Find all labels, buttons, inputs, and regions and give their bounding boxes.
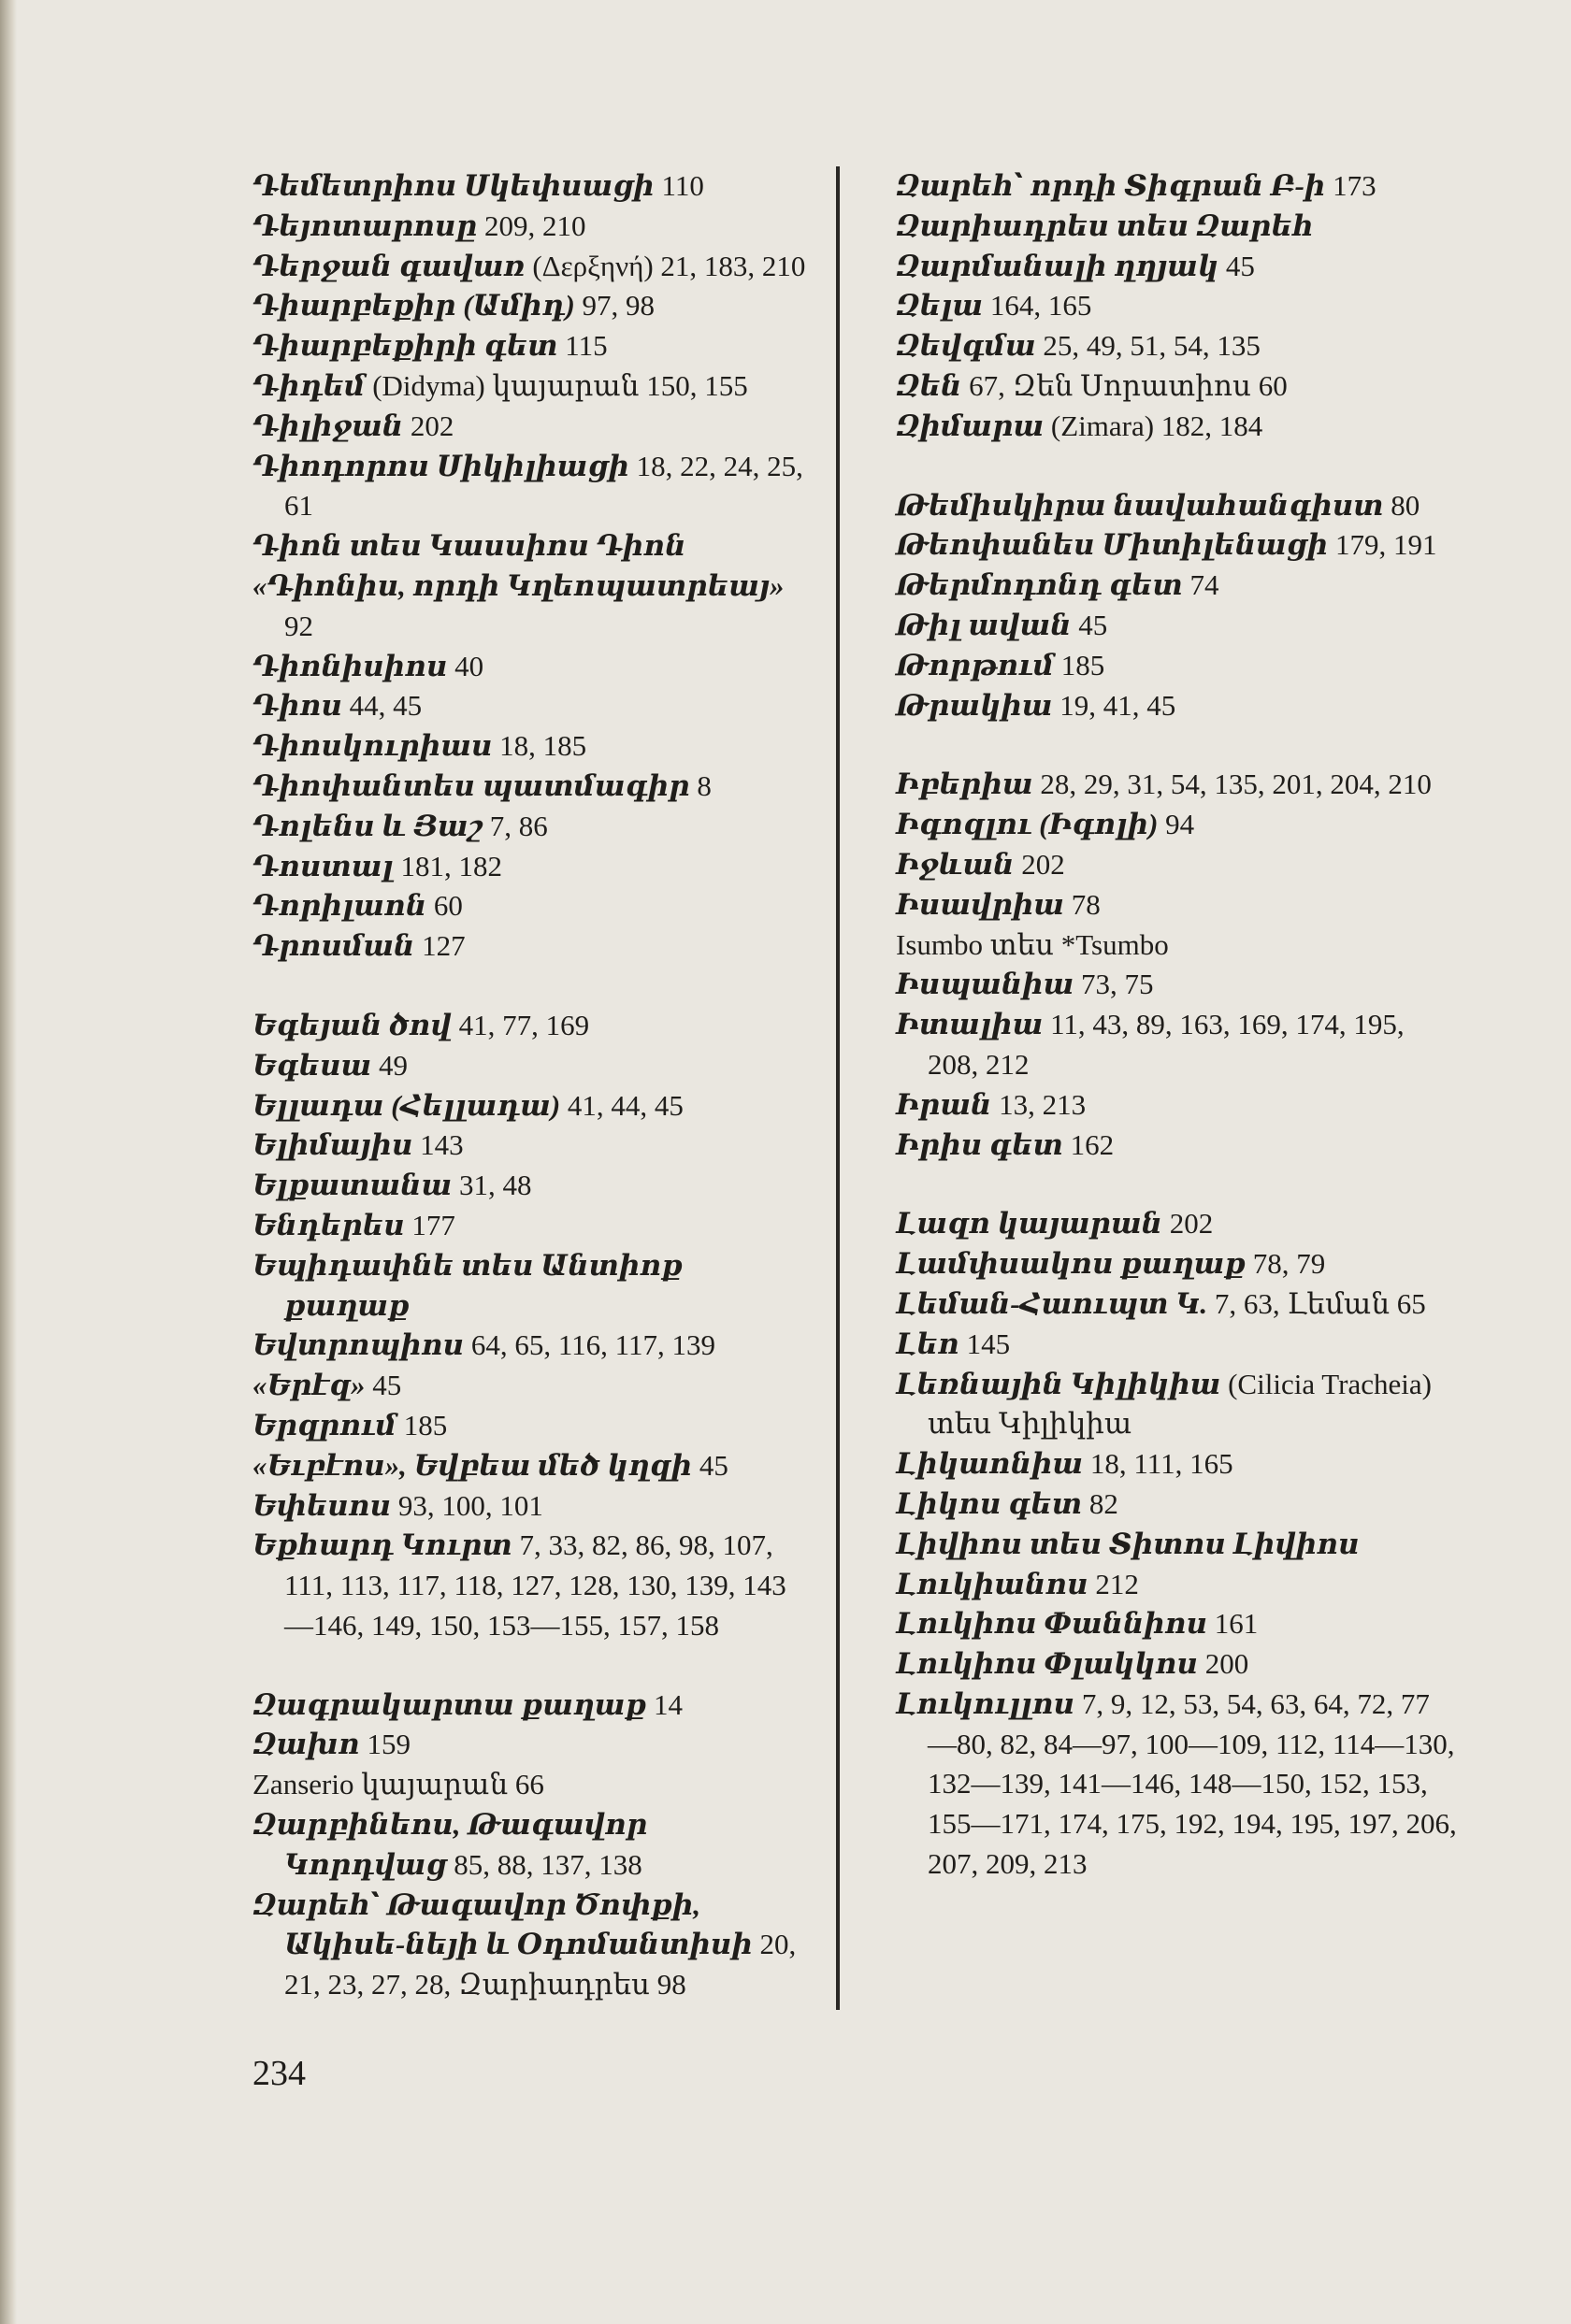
index-entry: [252, 1326, 814, 1366]
index-column-left: [252, 166, 814, 2044]
index-entry: [252, 1725, 814, 1765]
entry-headword: Դիոփանտես պատմագիր: [252, 768, 690, 802]
entry-pages: 143: [420, 1128, 464, 1162]
index-entry: [252, 1046, 814, 1086]
index-entry: [896, 686, 1457, 726]
entry-pages: 13, 213: [999, 1087, 1087, 1121]
entry-pages: 127: [422, 929, 466, 963]
entry-pages: 115: [565, 329, 608, 363]
entry-pages: 80: [1391, 488, 1420, 522]
entry-pages: 200: [1204, 1647, 1249, 1681]
entry-headword: Ելքատանա: [252, 1169, 453, 1202]
entry-headword: Իջևան: [896, 847, 1015, 881]
entry-pages: 7, 33, 82, 86, 98, 107, 111, 113, 117, 118, 127, 128, 130, 139, 143—146, 149, 150, 153—155, 157, 158: [284, 1528, 786, 1642]
entry-headword: Լազո կայարան: [896, 1207, 1162, 1241]
entry-headword: Դիոն տես Կասսիոս Դիոն: [252, 529, 686, 563]
entry-pages: 25, 49, 51, 54, 135: [1043, 329, 1261, 363]
index-entry: [896, 1565, 1457, 1605]
index-entry: [896, 1525, 1457, 1565]
entry-headword: Դեմետրիոս Սկեփսացի: [252, 169, 655, 202]
index-entry: [896, 965, 1457, 1005]
entry-headword: Եգեսա: [252, 1048, 372, 1082]
entry-pages: 28, 29, 31, 54, 135, 201, 204, 210: [1040, 767, 1432, 801]
index-entry: [896, 1005, 1457, 1085]
letter-group: [896, 765, 1457, 1165]
entry-headword: Դիարբեքիրի գետ: [252, 329, 558, 363]
index-entry: [252, 686, 814, 726]
index-entry: [252, 247, 814, 287]
index-entry: [896, 1444, 1457, 1485]
letter-group: [252, 166, 814, 967]
index-entry: [896, 1644, 1457, 1685]
index-entry: [252, 1206, 814, 1246]
entry-headword: «Դիոնիս, որդի Կղեոպատրեայ»: [252, 568, 785, 602]
index-entry: [252, 1166, 814, 1206]
entry-headword: Լիկաոնիա: [896, 1447, 1084, 1481]
entry-headword: Դիլիջան: [252, 409, 404, 442]
entry-pages: 45: [372, 1369, 402, 1402]
entry-headword: Լեռնային Կիլիկիա: [896, 1367, 1221, 1400]
entry-pages: 7, 86: [489, 809, 548, 842]
entry-headword: Եփեսոս: [252, 1488, 392, 1522]
index-entry: [896, 247, 1457, 287]
entry-pages: 212: [1095, 1567, 1139, 1600]
page-edge: [0, 0, 17, 2324]
entry-headword: Դոլենս և Յաշ: [252, 809, 483, 842]
entry-pages: 173: [1333, 169, 1376, 202]
entry-headword: Թիլ ավան: [896, 608, 1072, 641]
index-entry: [896, 366, 1457, 407]
entry-headword: Զիմարա: [896, 409, 1045, 442]
entry-pages: 40: [454, 649, 484, 682]
entry-pages: 209, 210: [483, 208, 586, 242]
index-entry: [252, 1446, 814, 1486]
entry-pages: 202: [1169, 1207, 1214, 1241]
entry-headword: Լեման-Հաուպտ Կ.: [896, 1286, 1208, 1320]
entry-headword: Լուկիոս Փաննիոս: [896, 1607, 1208, 1641]
entry-pages: 78, 79: [1252, 1247, 1326, 1281]
entry-headword: Դիոդորոս Սիկիլիացի: [252, 449, 629, 482]
entry-headword: Թրակիա: [896, 688, 1053, 722]
entry-pages: 67, Զեն Սորատիոս 60: [969, 368, 1288, 402]
entry-pages: 8: [697, 768, 712, 802]
index-entry: [896, 486, 1457, 526]
index-entry: [896, 765, 1457, 805]
index-entry: [896, 1126, 1457, 1166]
index-entry: [252, 166, 814, 207]
entry-pages: 45: [1225, 249, 1255, 282]
entry-headword: Իբերիա: [896, 767, 1033, 801]
entry-pages: 7, 9, 12, 53, 54, 63, 64, 72, 77—80, 82, 84—97, 100—109, 112, 114—130, 132—139, 141—146, 148—150, 152, 153, 155—171, 174, 175, 192, 194, 195, 197, 206, 207, 209, 213: [928, 1686, 1457, 1881]
index-entry: [252, 1486, 814, 1527]
index-entry: [896, 1485, 1457, 1525]
entry-headword: Իրիս գետ: [896, 1127, 1063, 1161]
index-entry: [896, 1604, 1457, 1644]
entry-headword: Լուկուլլոս: [896, 1686, 1075, 1720]
entry-headword: Զեվգմա: [896, 329, 1036, 363]
entry-headword: «Եւբէոս», Եվբեա մեծ կղզի: [252, 1448, 693, 1482]
entry-headword: Թորթում: [896, 648, 1055, 681]
entry-headword: Դեյոտարոսը: [252, 208, 478, 242]
entry-headword: Ենդերես: [252, 1208, 405, 1241]
entry-pages: 60: [433, 889, 463, 923]
entry-pages: 92: [284, 609, 313, 642]
entry-pages: 159: [367, 1728, 411, 1761]
index-entry: [896, 326, 1457, 366]
entry-pages: 164, 165: [989, 289, 1092, 323]
index-entry: [896, 1244, 1457, 1284]
entry-pages: 74: [1189, 568, 1219, 602]
index-entry: [896, 1685, 1457, 1885]
entry-pages: 97, 98: [582, 289, 656, 323]
entry-headword: Դիոնիսիոս: [252, 649, 448, 682]
entry-headword: Դորիլաոն: [252, 889, 427, 923]
entry-pages: 85, 88, 137, 138: [454, 1847, 642, 1881]
index-entry: [896, 845, 1457, 885]
entry-headword: Զախո: [252, 1728, 360, 1761]
index-entry: [896, 1365, 1457, 1445]
entry-pages: 73, 75: [1081, 968, 1154, 1001]
entry-pages: (Zimara) 182, 184: [1050, 409, 1263, 442]
index-entry: [252, 1126, 814, 1166]
entry-headword: Իտալիա: [896, 1008, 1044, 1041]
entry-pages: 49: [379, 1048, 409, 1082]
index-entry: [252, 567, 814, 647]
index-entry: [896, 646, 1457, 686]
entry-headword: Զարեհ՝ Թագավոր Ծոփքի, Ակիսե-նեյի և Օդոմանտիսի: [252, 1887, 753, 1961]
index-entry: [896, 166, 1457, 207]
index-entry: [896, 885, 1457, 925]
index-entry: [252, 526, 814, 567]
entry-pages: 94: [1165, 808, 1195, 841]
entry-pages: 64, 65, 116, 117, 139: [470, 1328, 716, 1362]
entry-headword: Զարբինեոս, Թագավոր Կորդվաց: [252, 1808, 648, 1881]
entry-pages: 185: [403, 1408, 448, 1442]
entry-headword: Իրան: [896, 1087, 992, 1121]
entry-pages: 45: [1078, 608, 1108, 641]
entry-pages: 185: [1060, 648, 1105, 681]
index-entry: [252, 1406, 814, 1446]
index-entry: [252, 366, 814, 407]
index-entry: [896, 805, 1457, 845]
entry-pages: 19, 41, 45: [1059, 688, 1176, 722]
entry-pages: (Δερξηνή) 21, 183, 210: [532, 249, 806, 282]
index-entry: [252, 1805, 814, 1886]
entry-pages: 44, 45: [349, 689, 423, 723]
letter-group: [252, 1006, 814, 1646]
entry-headword: Երզրում: [252, 1408, 396, 1442]
entry-pages: 18, 111, 165: [1089, 1447, 1233, 1481]
entry-headword: Իսպանիա: [896, 968, 1074, 1001]
index-entry: [896, 1085, 1457, 1126]
entry-headword: Եքհարդ Կուրտ: [252, 1528, 512, 1562]
index-entry: [252, 926, 814, 967]
entry-headword: Ելլադա (Հելլադա): [252, 1088, 561, 1122]
entry-headword: Լիվիոս տես Տիտոս Լիվիոս: [896, 1527, 1360, 1560]
index-entry: [252, 1765, 814, 1805]
index-entry: [252, 326, 814, 366]
entry-headword: Թեմիսկիրա նավահանգիստ: [896, 488, 1384, 522]
entry-pages: 41, 77, 169: [458, 1008, 590, 1041]
entry-pages: 202: [410, 409, 454, 442]
entry-headword: Լեո: [896, 1327, 959, 1360]
index-entry: [252, 1366, 814, 1406]
index-entry: [252, 647, 814, 687]
entry-pages: 162: [1070, 1127, 1115, 1161]
letter-group: [896, 166, 1457, 447]
letter-group: [896, 486, 1457, 726]
index-entry: [896, 286, 1457, 326]
entry-pages: 45: [699, 1448, 728, 1482]
entry-pages: 18, 185: [499, 729, 587, 763]
entry-headword: «Երէզ»: [252, 1369, 366, 1402]
index-entry: [252, 1686, 814, 1726]
index-entry: [252, 1526, 814, 1645]
entry-headword: Լիկոս գետ: [896, 1486, 1083, 1520]
entry-headword: Լուկիոս Փլակկոս: [896, 1647, 1198, 1681]
entry-pages: 14: [653, 1687, 683, 1721]
entry-pages: 177: [411, 1208, 455, 1241]
index-entry: [252, 447, 814, 527]
index-entry: [252, 407, 814, 447]
index-entry: [896, 207, 1457, 247]
entry-pages: Isumbo տես *Tsumbo: [896, 927, 1169, 961]
index-entry: [252, 1006, 814, 1046]
entry-headword: Զելա: [896, 289, 984, 323]
entry-pages: (Didyma) կայարան 150, 155: [372, 368, 748, 402]
index-entry: [252, 1086, 814, 1126]
entry-pages: 202: [1021, 847, 1065, 881]
column-divider: [836, 166, 840, 2010]
index-entry: [896, 925, 1457, 966]
letter-group: [252, 1686, 814, 2005]
entry-headword: Դերջան գավառ: [252, 249, 526, 282]
entry-headword: Դիոսկուրիաս: [252, 729, 493, 763]
entry-pages: 7, 63, Լեման 65: [1214, 1286, 1426, 1320]
index-entry: [896, 1284, 1457, 1325]
entry-pages: 145: [966, 1327, 1011, 1360]
index-entry: [252, 1886, 814, 2005]
index-entry: [252, 807, 814, 847]
index-entry: [896, 1204, 1457, 1244]
entry-headword: Զագրակարտա քաղաք: [252, 1687, 647, 1721]
entry-pages: 78: [1071, 887, 1101, 921]
entry-headword: Զարեհ՝ որդի Տիգրան Բ-ի: [896, 169, 1326, 202]
index-entry: [896, 566, 1457, 606]
entry-headword: Զարիադրես տես Զարեհ: [896, 208, 1314, 242]
entry-pages: 181, 182: [400, 849, 503, 882]
index-entry: [252, 286, 814, 326]
entry-headword: Լուկիանոս: [896, 1567, 1088, 1600]
entry-pages: 110: [661, 169, 704, 202]
entry-headword: Զեն: [896, 368, 962, 402]
entry-headword: Լամփսակոս քաղաք: [896, 1247, 1247, 1281]
entry-headword: Եվտրոպիոս: [252, 1328, 465, 1362]
entry-headword: Դրոսման: [252, 929, 415, 963]
index-entry: [252, 1246, 814, 1327]
index-entry: [896, 525, 1457, 566]
entry-pages: 41, 44, 45: [567, 1088, 684, 1122]
page-number: 234: [252, 2054, 306, 2093]
entry-pages: 11, 43, 89, 163, 169, 174, 195, 208, 212: [928, 1008, 1405, 1081]
entry-headword: Թեոփանես Միտիլենացի: [896, 528, 1329, 562]
index-entry: [896, 407, 1457, 447]
entry-pages: (Cilicia Tracheia) տես Կիլիկիա: [928, 1367, 1432, 1441]
entry-headword: Իգոզլու (Իգոլի): [896, 808, 1159, 841]
entry-headword: Եգեյան ծով: [252, 1008, 452, 1041]
entry-headword: Դիարբեքիր (Ամիդ): [252, 289, 575, 323]
index-entry: [252, 207, 814, 247]
entry-headword: Իսավրիա: [896, 887, 1065, 921]
index-entry: [252, 767, 814, 807]
index-entry: [896, 606, 1457, 646]
entry-headword: Դիդեմ: [252, 368, 366, 402]
entry-headword: Դոստալ: [252, 849, 394, 882]
index-entry: [252, 886, 814, 926]
entry-pages: 82: [1088, 1486, 1118, 1520]
entry-headword: Եպիդափնե տես Անտիոք քաղաք: [252, 1248, 683, 1322]
index-entry: [252, 847, 814, 887]
entry-pages: 161: [1214, 1607, 1259, 1641]
entry-pages: 31, 48: [458, 1169, 532, 1202]
index-column-right: [896, 166, 1457, 1924]
entry-pages: Zanserio կայարան 66: [252, 1768, 544, 1801]
entry-pages: 93, 100, 101: [397, 1488, 543, 1522]
entry-headword: Զարմանալի ղղյակ: [896, 249, 1219, 282]
entry-headword: Դիոս: [252, 689, 342, 723]
index-entry: [252, 726, 814, 767]
entry-pages: 18, 22, 24, 25, 61: [284, 449, 803, 523]
entry-pages: 179, 191: [1334, 528, 1437, 562]
entry-headword: Ելիմայիս: [252, 1128, 413, 1162]
letter-group: [896, 1204, 1457, 1885]
entry-pages: 20, 21, 23, 27, 28, Զարիադրես 98: [284, 1928, 797, 2001]
index-entry: [896, 1325, 1457, 1365]
entry-headword: Թերմոդոնդ գետ: [896, 568, 1183, 602]
